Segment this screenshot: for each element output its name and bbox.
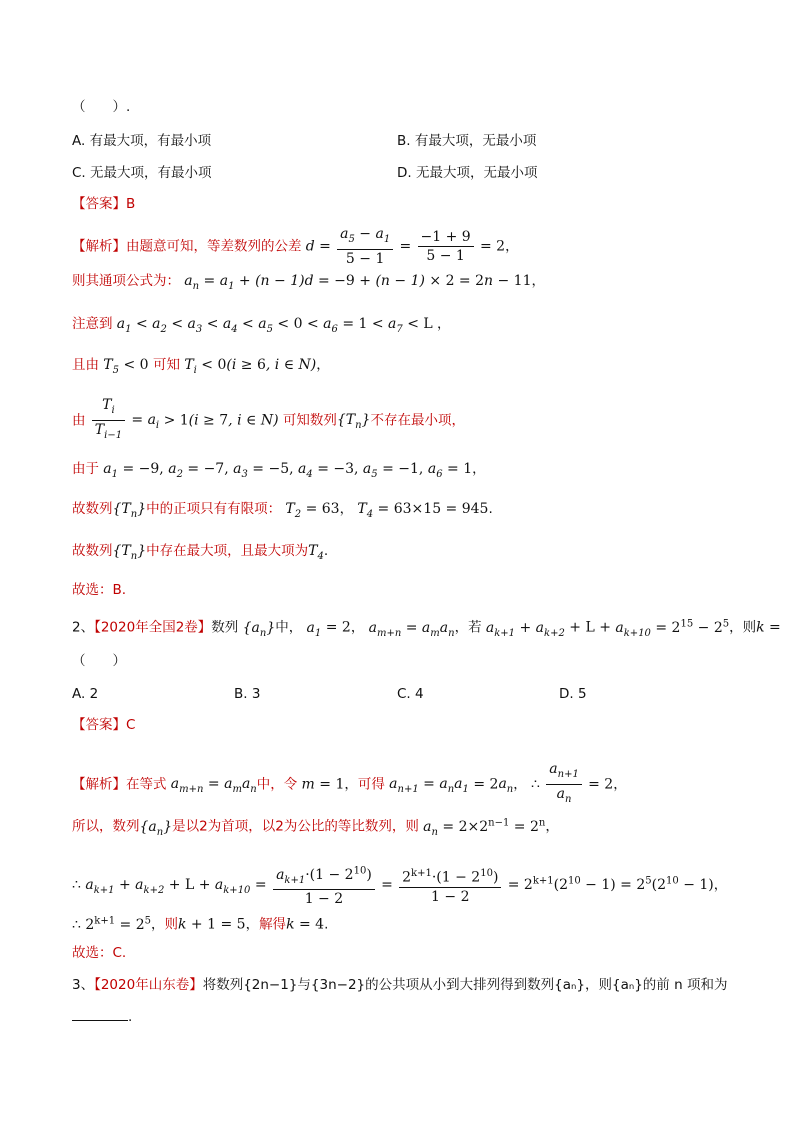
q2-answer bbox=[72, 714, 135, 736]
answer-blank bbox=[72, 1008, 128, 1021]
q3-answer-blank-line: . bbox=[72, 1006, 132, 1028]
q1-conclusion: 故选：B. bbox=[72, 582, 127, 598]
q1-answer bbox=[72, 193, 135, 215]
q1-analysis-line-2: 则其通项公式为： $a_n = a_1 + (n - 1)d = -9 + (n - 1) \times 2 = 2n - 11$， bbox=[72, 273, 545, 292]
q3-stem: 3、【2020年山东卷】将数列{2n−1}与{3n−2}的公共项从小到大排列得到数列{aₙ}，则{aₙ}的前 n 项和为 bbox=[72, 977, 728, 993]
q2-option-c: C. 4 bbox=[397, 686, 424, 702]
q1-analysis-line-7: 故数列$\{T_n\}$中的正项只有有限项： $T_2 = 63$， $T_4 = 63\times 15 = 945$. bbox=[72, 501, 493, 520]
q2-option-d: D. 5 bbox=[559, 686, 587, 702]
q2-conclusion: 故选：C. bbox=[72, 945, 127, 961]
q2-analysis-line-1: 【解析】在等式 $a_{m+n} = a_ma_n$中，令 m = 1，可得 $a_{n+1} = a_na_1 = 2a_n$， ∴ $\frac{a_{n+1}}{a_n}$ = 2， bbox=[72, 761, 627, 805]
q1-analysis-line-1: 【解析】由题意可知，等差数列的公差 d = $\frac{a_5 - a_1}{5 - 1}$ = $\frac{-1 + 9}{5 - 1}$ = 2， bbox=[72, 226, 519, 267]
answer-tag: 【答案】 bbox=[72, 196, 126, 212]
analysis-tag: 【解析】 bbox=[72, 776, 126, 793]
q2-number: 2、 bbox=[72, 619, 95, 636]
q1-paren-line: （ ）. bbox=[72, 99, 131, 115]
answer-tag: 【答案】 bbox=[72, 717, 126, 733]
q1-analysis-line-6: 由于 $a_1 = -9$, $a_2 = -7$, $a_3 = -5$, $a_4 = -3$, $a_5 = -1$, $a_6 = 1$， bbox=[72, 461, 486, 480]
q1-analysis-line-4: 且由 $T_5 < 0$ 可知 $T_i < 0(i \ge 6$, i ∈ N)， bbox=[72, 357, 330, 376]
q2-option-a: A. 2 bbox=[72, 686, 99, 702]
q3-number: 3、 bbox=[72, 977, 95, 993]
q2-analysis-line-3: ∴ $a_{k+1} + a_{k+2} + L + a_{k+10}$ = $\frac{a_{k+1}\cdot(1 - 2^{10})}{1 - 2}$ = $\frac{2^{k+1}\cdot(1 - 2^{10})}{1 - 2}$ = $2^{k+1}(2^{10} - 1) = 2^5(2^{10} - 1)$， bbox=[72, 862, 727, 908]
q2-analysis-line-2: 所以，数列$\{a_n\}$是以2为首项，以2为公比的等比数列，则 $a_n = 2\times 2^{n-1} = 2^n$， bbox=[72, 817, 559, 838]
q1-option-c: C. 无最大项，有最小项 bbox=[72, 165, 212, 181]
q1-option-a: A. 有最大项，有最小项 bbox=[72, 133, 212, 149]
q2-analysis-line-4: ∴ $2^{k+1} = 2^5$，则k + 1 = 5，解得k = 4. bbox=[72, 915, 329, 933]
q2-stem: 2、【2020年全国2卷】数列 $\{a_n\}$中， $a_1 = 2$， $a_{m+n} = a_ma_n$，若 $a_{k+1} + a_{k+2} + L + a_{k+10} = 2^{15} - 2^5$，则k = bbox=[72, 618, 781, 639]
analysis-tag: 【解析】 bbox=[72, 238, 126, 255]
q1-analysis-line-8: 故数列$\{T_n\}$中存在最大项，且最大项为$T_4$. bbox=[72, 543, 329, 562]
answer-value: C bbox=[126, 717, 136, 733]
q2-option-b: B. 3 bbox=[234, 686, 261, 702]
q3-source: 【2020年山东卷】 bbox=[94, 977, 203, 993]
q1-option-d: D. 无最大项，无最小项 bbox=[397, 165, 538, 181]
q2-source: 【2020年全国2卷】 bbox=[94, 619, 212, 636]
q1-analysis-line-5: 由 $\frac{T_i}{T_{i-1}}$ = $a_i > 1(i \ge 7$, i ∈ N) 可知数列$\{T_n\}$不存在最小项， bbox=[72, 397, 465, 441]
q1-option-b: B. 有最大项，无最小项 bbox=[397, 133, 537, 149]
q1-analysis-line-3: 注意到 $a_1 < a_2 < a_3 < a_4 < a_5 < 0 < a_6 = 1 < a_7 < L$ ， bbox=[72, 316, 451, 335]
answer-value: B bbox=[126, 196, 136, 212]
q2-paren-line: （ ） bbox=[72, 653, 126, 669]
